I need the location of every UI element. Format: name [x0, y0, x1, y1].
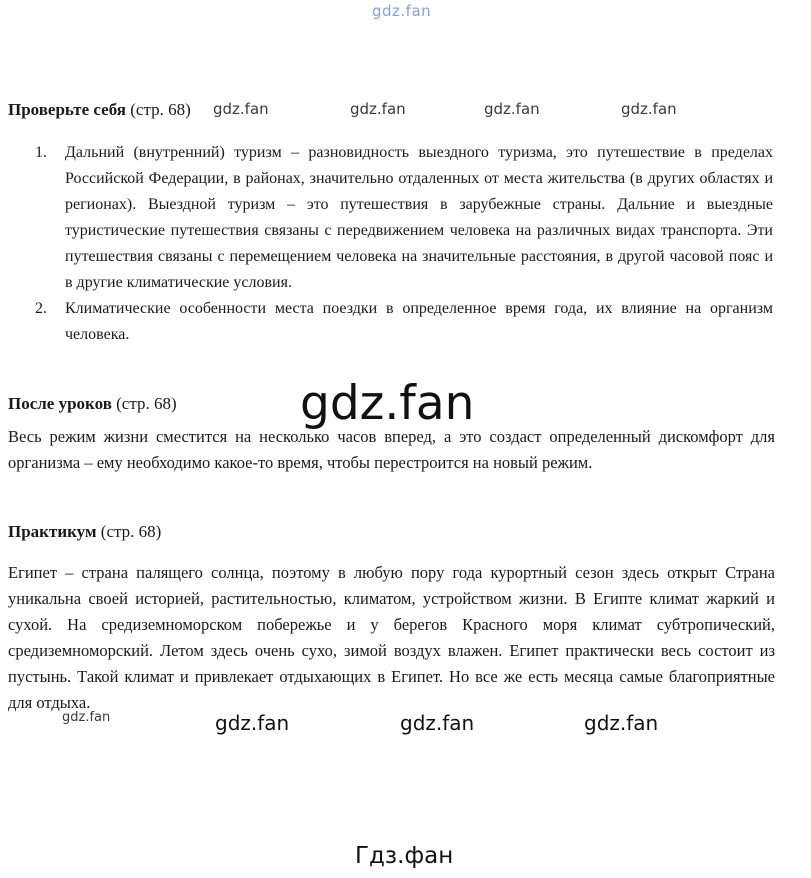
- watermark-row-top-3: gdz.fan: [484, 100, 540, 118]
- section-page-ref: (стр. 68): [130, 100, 191, 119]
- list-item: [8, 140, 773, 296]
- paragraph-after-lessons: Весь режим жизни сместится на несколько часов вперед, а это создаст определенный дискомфорт для организма – ему необходимо какое-то время, чтобы перестроится на новый режим.: [8, 427, 775, 472]
- paragraph-practicum: Египет – страна палящего солнца, поэтому в любую пору года курортный сезон здесь открыт Страна уникальна своей историей, растительностью, климатом, устройством жизни. В Египте климат жаркий и сухой. На средиземноморском побережье и у берегов Красного моря климат субтропический, средиземноморский. Летом здесь очень сухо, зимой воздух влажен. Египет практически весь состоит из пустынь. Такой климат и привлекает отдыхающих в Египет. Но все же есть месяца самые благоприятные для отдыха.: [8, 563, 775, 712]
- answer-list: [8, 140, 773, 348]
- list-item-number: 2.: [35, 300, 47, 317]
- section-page-ref: (стр. 68): [100, 522, 162, 541]
- section-title: После уроков: [8, 394, 112, 413]
- section-title: Проверьте себя: [8, 100, 126, 119]
- section-heading-practicum: [8, 522, 161, 542]
- list-item-text: Климатические особенности места поездки в определенное время года, их влияние на организм человека.: [65, 300, 773, 343]
- section-page-ref: (стр. 68): [116, 394, 177, 413]
- list-item-text: Дальний (внутренний) туризм – разновидность выездного туризма, это путешествие в пределах Российской Федерации, в районах, значительно отдаленных от места жительства (в других областях и регионах). Выездной туризм – это путешествия в зарубежные страны. Дальние и выездные туристические путешествия связаны с передвижением человека на различных видах транспорта. Эти путешествия связаны с перемещением человека на значительные расстояния, в другой часовой пояс и в другие климатические условия.: [65, 144, 773, 291]
- watermark-row-bottom-2: gdz.fan: [400, 711, 475, 735]
- section-heading-after-lessons: [8, 394, 177, 414]
- watermark-row-top-4: gdz.fan: [621, 100, 677, 118]
- section-title: Практикум: [8, 522, 97, 541]
- section-heading-check-yourself: [8, 100, 191, 120]
- watermark-row-bottom-1: gdz.fan: [215, 711, 290, 735]
- watermark-top: gdz.fan: [372, 2, 432, 20]
- list-item: [8, 296, 773, 348]
- list-item-number: 1.: [35, 144, 47, 161]
- watermark-footer: Гдз.фан: [355, 843, 454, 869]
- watermark-small-left: gdz.fan: [62, 710, 111, 725]
- watermark-large: gdz.fan: [300, 376, 475, 431]
- watermark-row-top-1: gdz.fan: [213, 100, 269, 118]
- watermark-row-bottom-3: gdz.fan: [584, 711, 659, 735]
- watermark-row-top-2: gdz.fan: [350, 100, 406, 118]
